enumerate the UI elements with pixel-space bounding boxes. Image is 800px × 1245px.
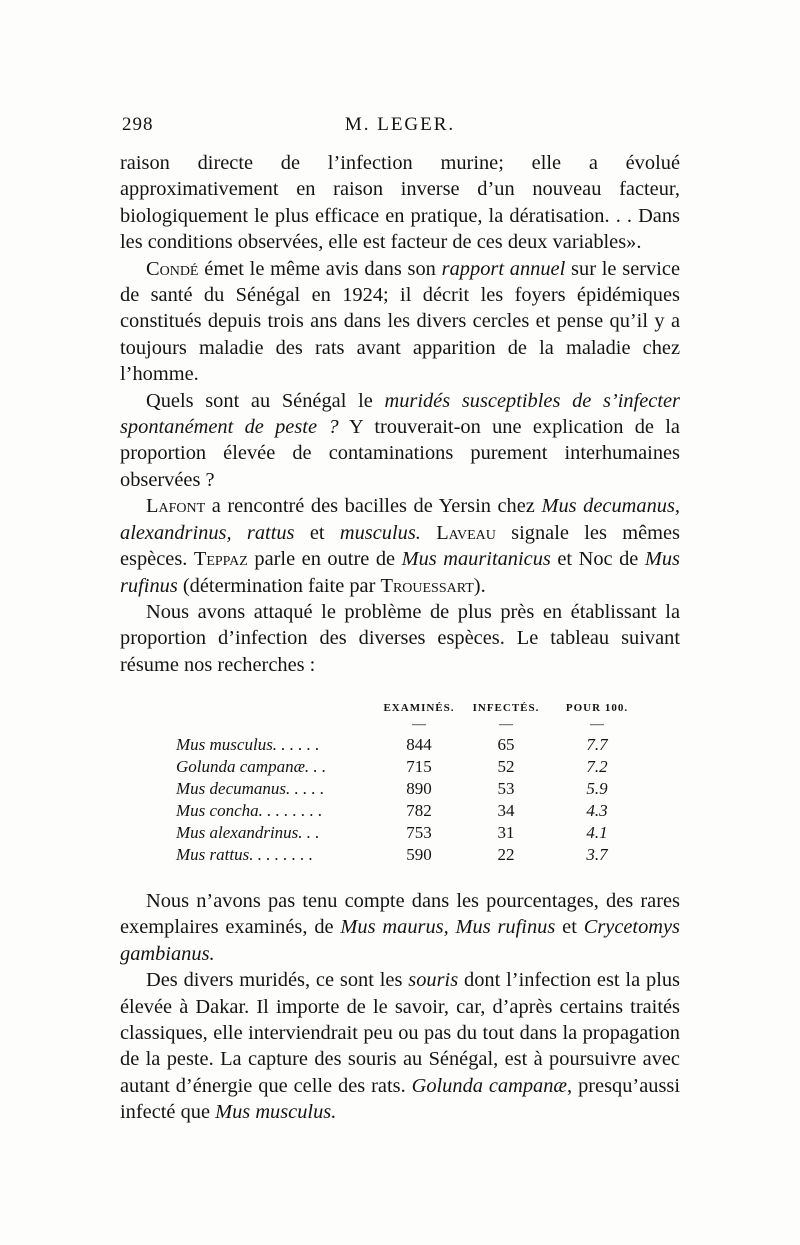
header-examined: EXAMINÉS. <box>383 702 455 714</box>
text-run: parle en outre de <box>247 548 402 571</box>
paragraph <box>120 256 680 388</box>
text-run: et <box>555 916 584 939</box>
dash: — <box>590 717 604 732</box>
page-number: 298 <box>122 114 154 135</box>
author-name: Laveau <box>436 521 496 544</box>
paragraph <box>120 967 680 1125</box>
species-name: Mus alexandrinus. . . <box>176 823 320 842</box>
table-row <box>176 822 642 844</box>
author-name: Lafont <box>146 495 206 518</box>
table-row <box>176 844 642 866</box>
italic-term: musculus. <box>339 521 421 544</box>
infection-percent: 5.9 <box>586 779 608 798</box>
infection-percent: 4.3 <box>586 801 608 820</box>
infection-percent: 7.2 <box>586 757 608 776</box>
body-text-bottom <box>120 888 680 1126</box>
examined-count: 715 <box>406 757 432 776</box>
dash: — <box>412 717 426 732</box>
text-run: ). <box>473 574 486 597</box>
table-row <box>176 734 642 756</box>
text-run: Nous avons attaqué le problème de plus près en établissant la proportion d’infection des diverses espèces. Le tableau suivant résume nos recherches : <box>120 600 680 676</box>
species-name: Mus concha. . . . . . . . <box>176 801 323 820</box>
italic-term: Crycetomys gambianus. <box>120 916 680 965</box>
text-run: , presqu’aussi infecté que <box>120 1074 680 1124</box>
italic-term: Golunda campanæ <box>411 1074 568 1097</box>
italic-term: Mus maurus, Mus rufinus <box>340 916 556 939</box>
infection-percent: 4.1 <box>586 823 608 842</box>
italic-term: souris <box>408 969 459 992</box>
text-run: a rencontré des bacilles de Yersin chez <box>205 495 542 518</box>
text-run: raison directe de l’infection murine; elle a évolué approximativement en raison inverse d’un nouveau facteur, biologiquement le plus efficace en pratique, la dératisation. . . Dans les conditions observées, elle est facteur de ces deux variables». <box>120 152 680 254</box>
examined-count: 890 <box>406 779 432 798</box>
author-name: Trouessart <box>380 574 474 597</box>
text-run: Y trouverait-on une explication de la proportion élevée de contaminations purement interhumaines observées ? <box>120 416 680 491</box>
infected-count: 22 <box>497 845 515 864</box>
italic-term: Mus rufinus <box>120 548 680 597</box>
infected-count: 34 <box>497 801 515 820</box>
infected-count: 65 <box>497 735 515 754</box>
results-table <box>176 702 642 866</box>
text-run: Des divers muridés, ce sont les <box>146 969 409 992</box>
text-run: émet le même avis dans son <box>198 257 442 280</box>
author-name: Teppaz <box>193 548 248 571</box>
text-run: et <box>294 521 340 544</box>
text-run: dont l’infection est la plus élevée à Dakar. Il importe de le savoir, car, d’après certains traités classiques, elle interviendrait peu ou pas du tout dans la propagation de la peste. La capture des souris au Sénégal, est à poursuivre avec autant d’énergie que celle des rats. <box>120 969 680 1097</box>
examined-count: 844 <box>406 735 432 754</box>
table-header-row <box>176 702 642 716</box>
examined-count: 782 <box>406 801 432 820</box>
infected-count: 52 <box>497 757 515 776</box>
italic-term: Mus decumanus, alexandrinus, rattus <box>120 495 680 544</box>
italic-term: rapport annuel <box>441 257 566 280</box>
italic-term: Mus mauritanicus <box>401 548 551 571</box>
infected-count: 31 <box>497 823 515 842</box>
paragraph <box>120 493 680 599</box>
paragraph <box>120 599 680 678</box>
running-head: M. LEGER. <box>344 114 456 135</box>
infection-percent: 3.7 <box>586 845 608 864</box>
dash-row <box>176 716 642 734</box>
examined-count: 753 <box>406 823 432 842</box>
text-run: et Noc de <box>550 548 645 571</box>
header-species <box>176 702 378 716</box>
text-run: sur le service de santé du Sénégal en 1924; il décrit les foyers épidémiques constitués depuis trois ans dans les divers cercles et pense qu’il y a toujours maladie des rats avant apparition de la maladie chez l’homme. <box>120 257 680 386</box>
dash: — <box>499 717 513 732</box>
examined-count: 590 <box>406 845 432 864</box>
header-percent: POUR 100. <box>565 702 629 714</box>
text-run: signale les mêmes espèces. <box>120 521 680 571</box>
species-name: Mus decumanus. . . . . <box>176 779 325 798</box>
species-name: Mus rattus. . . . . . . . <box>176 845 313 864</box>
table-row <box>176 778 642 800</box>
author-name: Condé <box>146 257 199 280</box>
infected-count: 53 <box>497 779 515 798</box>
italic-term: muridés susceptibles de s’infecter spontanément de peste ? <box>120 389 680 439</box>
species-name: Golunda campanæ. . . <box>176 757 327 776</box>
paragraph <box>120 150 680 256</box>
species-name: Mus musculus. . . . . . <box>176 735 320 754</box>
table-row <box>176 800 642 822</box>
text-run: (détermination faite par <box>177 574 381 597</box>
header-infected: INFECTÉS. <box>472 702 540 714</box>
text-run: Nous n’avons pas tenu compte dans les pourcentages, des rares exemplaires examinés, de <box>120 890 680 939</box>
text-run: Quels sont au Sénégal le <box>146 389 385 412</box>
table-row <box>176 756 642 778</box>
body-text-top <box>120 150 680 678</box>
italic-term: Mus musculus. <box>215 1101 337 1124</box>
paragraph <box>120 388 680 494</box>
text-run <box>421 522 436 544</box>
infection-percent: 7.7 <box>586 735 608 754</box>
paragraph <box>120 888 680 967</box>
